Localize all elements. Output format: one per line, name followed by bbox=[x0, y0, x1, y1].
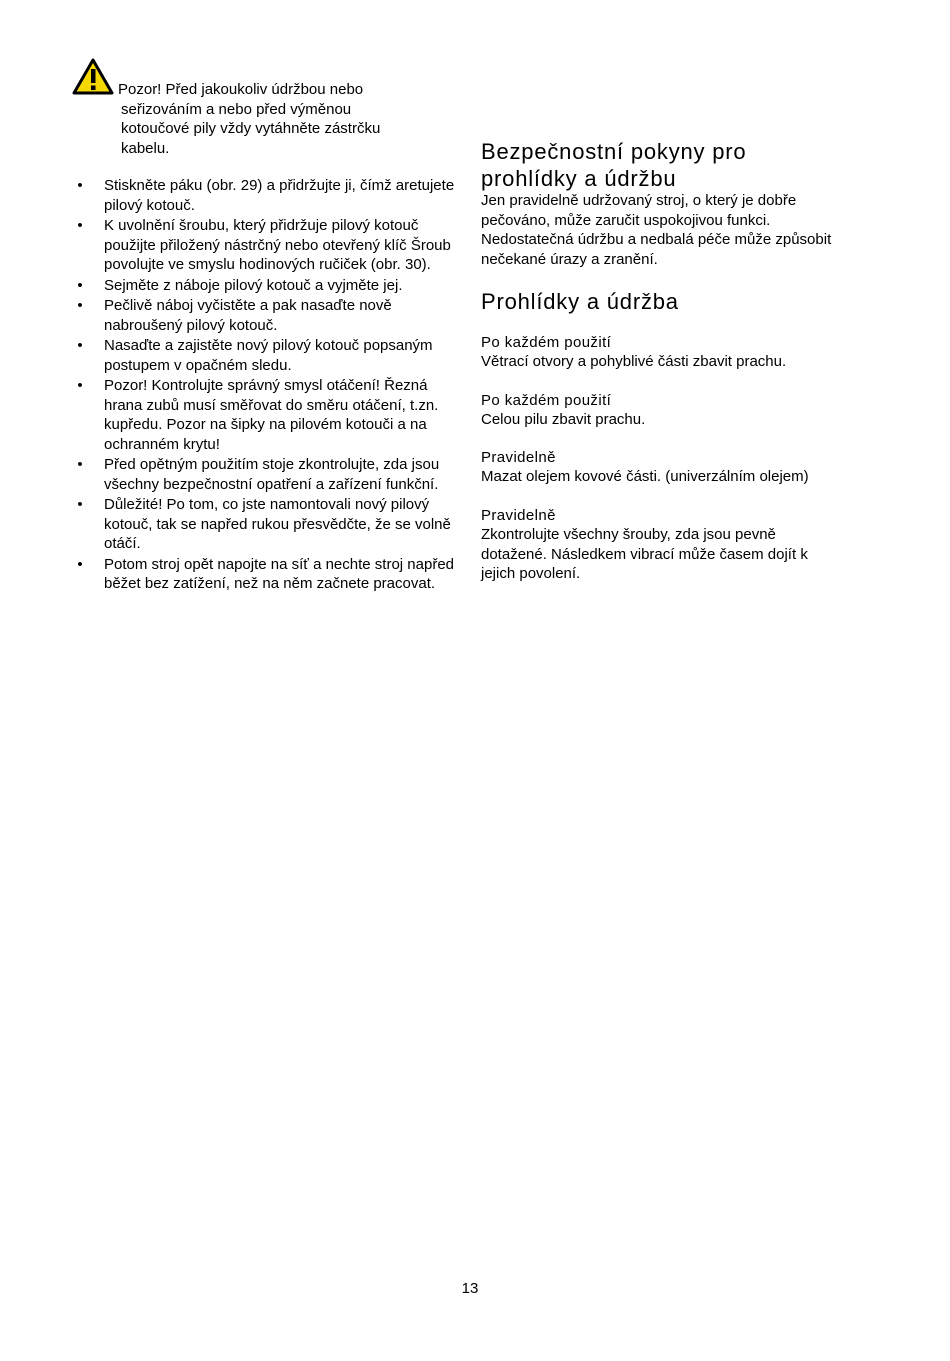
page-number: 13 bbox=[461, 1280, 479, 1297]
warning-line-1: Pozor! Před jakoukoliv údržbou nebo bbox=[118, 81, 364, 98]
safety-text: Jen pravidelně udržovaný stroj, o který je dobře pečováno, může zaručit uspokojivou funkci. Nedostatečná údržbu a nedbalá péče může způsobit nečekané úrazy a zranění. bbox=[481, 192, 832, 268]
bullet: • bbox=[77, 456, 83, 473]
bullet: • bbox=[77, 297, 83, 314]
step-text: Před opětným použitím stoje zkontrolujte, zda jsou všechny bezpečnostní opatření a zařízení funkční. bbox=[104, 456, 440, 493]
list-item bbox=[75, 216, 455, 275]
bullet: • bbox=[77, 217, 83, 234]
list-item bbox=[75, 336, 455, 375]
list-item bbox=[75, 276, 455, 296]
maintenance-when: Po každém použití bbox=[481, 334, 612, 351]
step-text: K uvolnění šroubu, který přidržuje pilový kotouč použijte přiložený nástrčný nebo otevřený klíč Šroub povolujte ve smyslu hodinových ručiček (obr. 30). bbox=[104, 217, 451, 273]
bullet: • bbox=[77, 555, 83, 573]
step-text: Potom stroj opět napojte na síť a nechte stroj napřed běžet bez zatížení, než na něm začnete pracovat. bbox=[104, 555, 455, 592]
warning-line-4: kabelu. bbox=[121, 139, 170, 157]
maintenance-what: Zkontrolujte všechny šrouby, zda jsou pevně dotažené. Následkem vibrací může časem dojít k jejich povolení. bbox=[481, 526, 808, 582]
maintenance-when: Po každém použití bbox=[481, 392, 612, 409]
maintenance-what: Větrací otvory a pohyblivé části zbavit prachu. bbox=[481, 353, 787, 370]
bullet: • bbox=[77, 377, 83, 394]
step-text: Sejměte z náboje pilový kotouč a vyjměte jej. bbox=[104, 276, 403, 294]
safety-heading-line-2: prohlídky a údržbu bbox=[481, 166, 677, 191]
maintenance-what: Celou pilu zbavit prachu. bbox=[481, 411, 646, 428]
blade-change-steps bbox=[75, 176, 455, 595]
maintenance-heading: Prohlídky a údržba bbox=[481, 289, 679, 314]
safety-heading-line-1: Bezpečnostní pokyny pro bbox=[481, 139, 747, 164]
maintenance-what: Mazat olejem kovové části. (univerzálním olejem) bbox=[481, 468, 809, 485]
maintenance-when: Pravidelně bbox=[481, 449, 556, 466]
bullet: • bbox=[77, 276, 83, 294]
step-text: Pečlivě náboj vyčistěte a pak nasaďte nově nabroušený pilový kotouč. bbox=[104, 297, 392, 334]
list-item bbox=[75, 555, 455, 594]
bullet: • bbox=[77, 496, 83, 513]
warning-text bbox=[118, 80, 458, 158]
list-item bbox=[75, 376, 455, 454]
list-item bbox=[75, 455, 455, 494]
list-item bbox=[75, 176, 455, 215]
maintenance-when: Pravidelně bbox=[481, 507, 556, 524]
step-text: Důležité! Po tom, co jste namontovali nový pilový kotouč, tak se napřed rukou přesvědčte, že se volně otáčí. bbox=[104, 496, 451, 552]
warning-line-3: kotoučové pily vždy vytáhněte zástrčku bbox=[121, 120, 381, 137]
list-item bbox=[75, 495, 455, 554]
step-text: Nasaďte a zajistěte nový pilový kotouč popsaným postupem v opačném sledu. bbox=[104, 337, 433, 374]
warning-triangle-icon bbox=[72, 58, 114, 96]
bullet: • bbox=[77, 177, 83, 194]
safety-heading bbox=[481, 138, 841, 192]
bullet: • bbox=[77, 337, 83, 354]
warning-line-2: seřizováním a nebo před výměnou bbox=[121, 100, 352, 118]
step-text: Stiskněte páku (obr. 29) a přidržujte ji, čímž aretujete pilový kotouč. bbox=[104, 177, 455, 214]
step-text: Pozor! Kontrolujte správný smysl otáčení! Řezná hrana zubů musí směřovat do směru otáčení, t.zn. kupředu. Pozor na šipky na pilovém kotouči a na ochranném krytu! bbox=[104, 377, 439, 453]
list-item bbox=[75, 296, 455, 335]
